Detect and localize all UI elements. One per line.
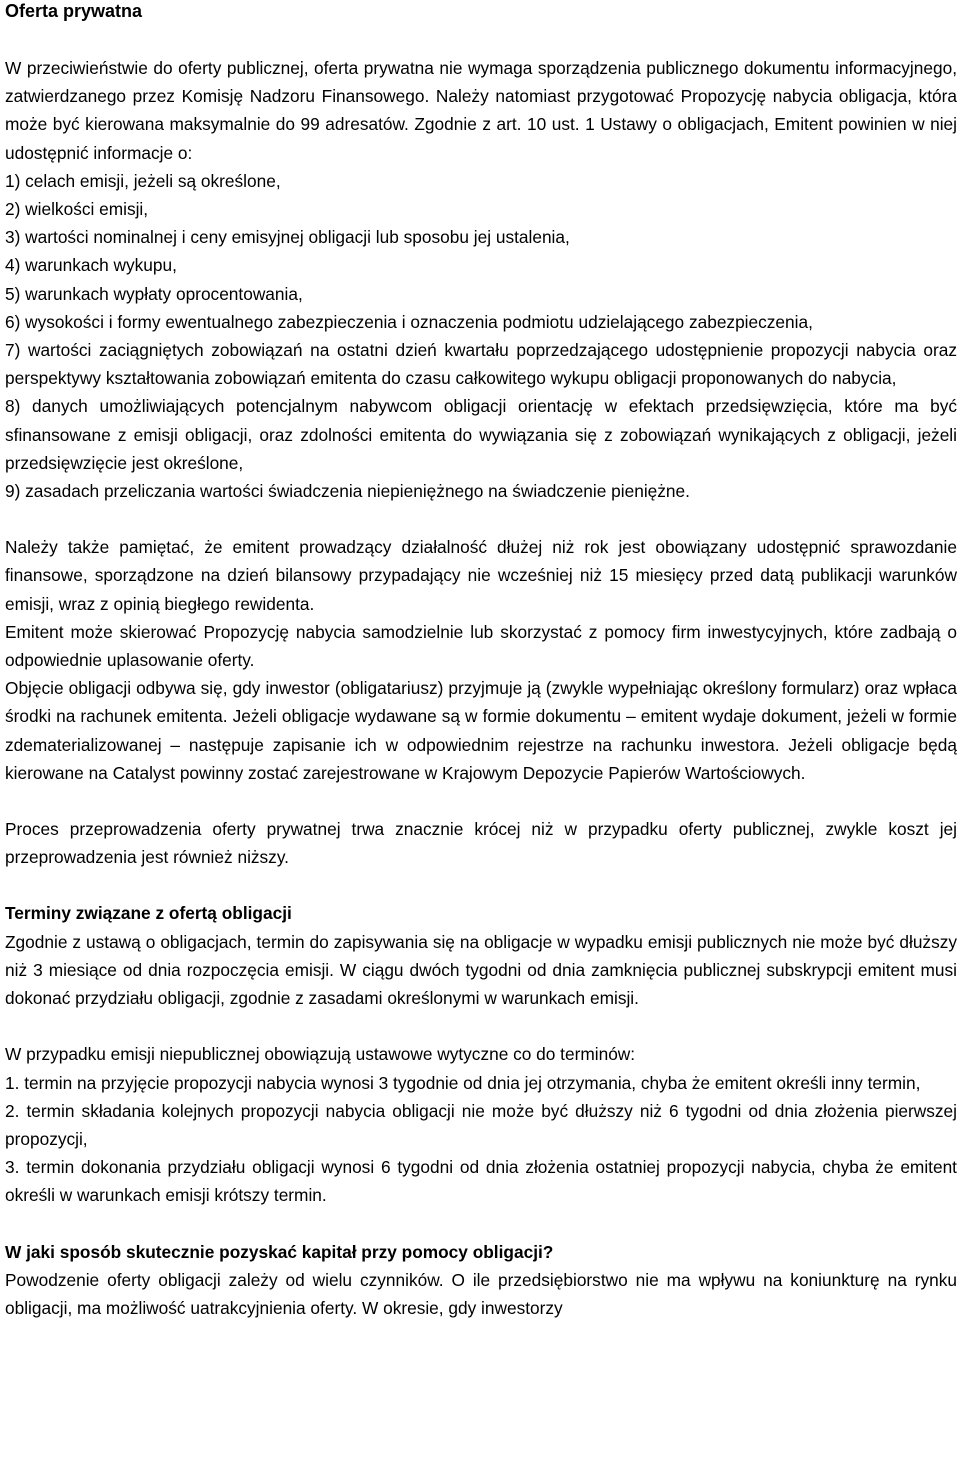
financial-statement-paragraph: Należy także pamiętać, że emitent prowadzący działalność dłużej niż rok jest obowiązany udostępnić sprawozdanie finansowe, sporządzone na dzień bilansowy przypadający nie wcześniej niż 15 miesięcy przed datą publikacji warunków emisji, wraz z opinią biegłego rewidenta. [5,537,957,614]
section-heading-capital: W jaki sposób skutecznie pozyskać kapitał przy pomocy obligacji? [5,1241,554,1262]
spacer [5,787,957,815]
list-item: 2. termin składania kolejnych propozycji nabycia obligacji nie może być dłuższy niż 6 tygodni od dnia złożenia pierwszej propozycji, [5,1100,957,1149]
page-title: Oferta prywatna [5,1,143,21]
list-item: 8) danych umożliwiających potencjalnym nabywcom obligacji orientację w efektach przedsięwzięcia, które ma być sfinansowane z emisji obligacji, oraz zdolności emitenta do wywiązania się z zobowiązań wynikających z obligacji, jeżeli przedsięwzięcie jest określone, [5,396,957,473]
list-item: 5) warunkach wypłaty oprocentowania, [5,283,303,304]
list-item: 1) celach emisji, jeżeli są określone, [5,170,281,191]
nonpublic-intro: W przypadku emisji niepublicznej obowiązują ustawowe wytyczne co do terminów: [5,1044,636,1065]
process-paragraph: Proces przeprowadzenia oferty prywatnej trwa znacznie krócej niż w przypadku oferty publicznej, zwykle koszt jej przeprowadzenia jest również niższy. [5,819,957,868]
nonpublic-list [5,1069,957,1210]
list-item: 3. termin dokonania przydziału obligacji wynosi 6 tygodni od dnia złożenia ostatniej propozycji nabycia, chyba że emitent określi w warunkach emisji krótszy termin. [5,1157,957,1206]
investment-firms-paragraph: Emitent może skierować Propozycję nabycia samodzielnie lub skorzystać z pomocy firm inwestycyjnych, które zadbają o odpowiednie uplasowanie oferty. [5,621,957,671]
list-item: 6) wysokości i formy ewentualnego zabezpieczenia i oznaczenia podmiotu udzielającego zabezpieczenia, [5,311,813,332]
intro-paragraph: W przeciwieństwie do oferty publicznej, oferta prywatna nie wymaga sporządzenia publicznego dokumentu informacyjnego, zatwierdzanego przez Komisję Nadzoru Finansowego. Należy natomiast przygotować Propozycję nabycia obligacja, która może być kierowana maksymalnie do 99 adresatów. Zgodnie z art. 10 ust. 1 Ustawy o obligacjach, Emitent powinien w niej udostępnić informacje o: [5,58,957,163]
list-item: 3) wartości nominalnej i ceny emisyjnej obligacji lub sposobu jej ustalenia, [5,227,570,248]
spacer [5,24,957,54]
spacer [5,1012,957,1040]
list-item: 2) wielkości emisji, [5,199,149,220]
spacer [5,1210,957,1238]
list-item: 4) warunkach wykupu, [5,255,177,276]
terms-paragraph: Zgodnie z ustawą o obligacjach, termin do zapisywania się na obligacje w wypadku emisji publicznych nie może być dłuższy niż 3 miesiące od dnia rozpoczęcia emisji. W ciągu dwóch tygodni od dnia zamknięcia publicznej subskrypcji emitent musi dokonać przydziału obligacji, zgodnie z zasadami określonymi w warunkach emisji. [5,931,957,1009]
section-heading-terms: Terminy związane z ofertą obligacji [5,903,292,924]
list-item: 7) wartości zaciągniętych zobowiązań na ostatni dzień kwartału poprzedzającego udostępnienie propozycji nabycia oraz perspektywy kształtowania zobowiązań emitenta do czasu całkowitego wykupu obligacji proponowanych do nabycia, [5,340,957,389]
final-paragraph: Powodzenie oferty obligacji zależy od wielu czynników. O ile przedsiębiorstwo nie ma wpływu na koniunkturę na rynku obligacji, ma możliwość uatrakcyjnienia oferty. W okresie, gdy inwestorzy [5,1269,957,1318]
info-list [5,167,957,505]
list-item: 1. termin na przyjęcie propozycji nabycia wynosi 3 tygodnie od dnia jej otrzymania, chyba że emitent określi inny termin, [5,1072,921,1093]
spacer [5,505,957,533]
subscription-paragraph: Objęcie obligacji odbywa się, gdy inwestor (obligatariusz) przyjmuje ją (zwykle wypełniając określony formularz) oraz wpłaca środki na rachunek emitenta. Jeżeli obligacje wydawane są w formie dokumentu – emitent wydaje dokument, jeżeli w formie zdematerializowanej – następuje zapisanie ich w odpowiednim rejestrze na rachunku inwestora. Jeżeli obligacje będą kierowane na Catalyst powinny zostać zarejestrowane w Krajowym Depozycie Papierów Wartościowych. [5,678,957,783]
list-item: 9) zasadach przeliczania wartości świadczenia niepieniężnego na świadczenie pieniężne. [5,481,690,502]
spacer [5,871,957,899]
